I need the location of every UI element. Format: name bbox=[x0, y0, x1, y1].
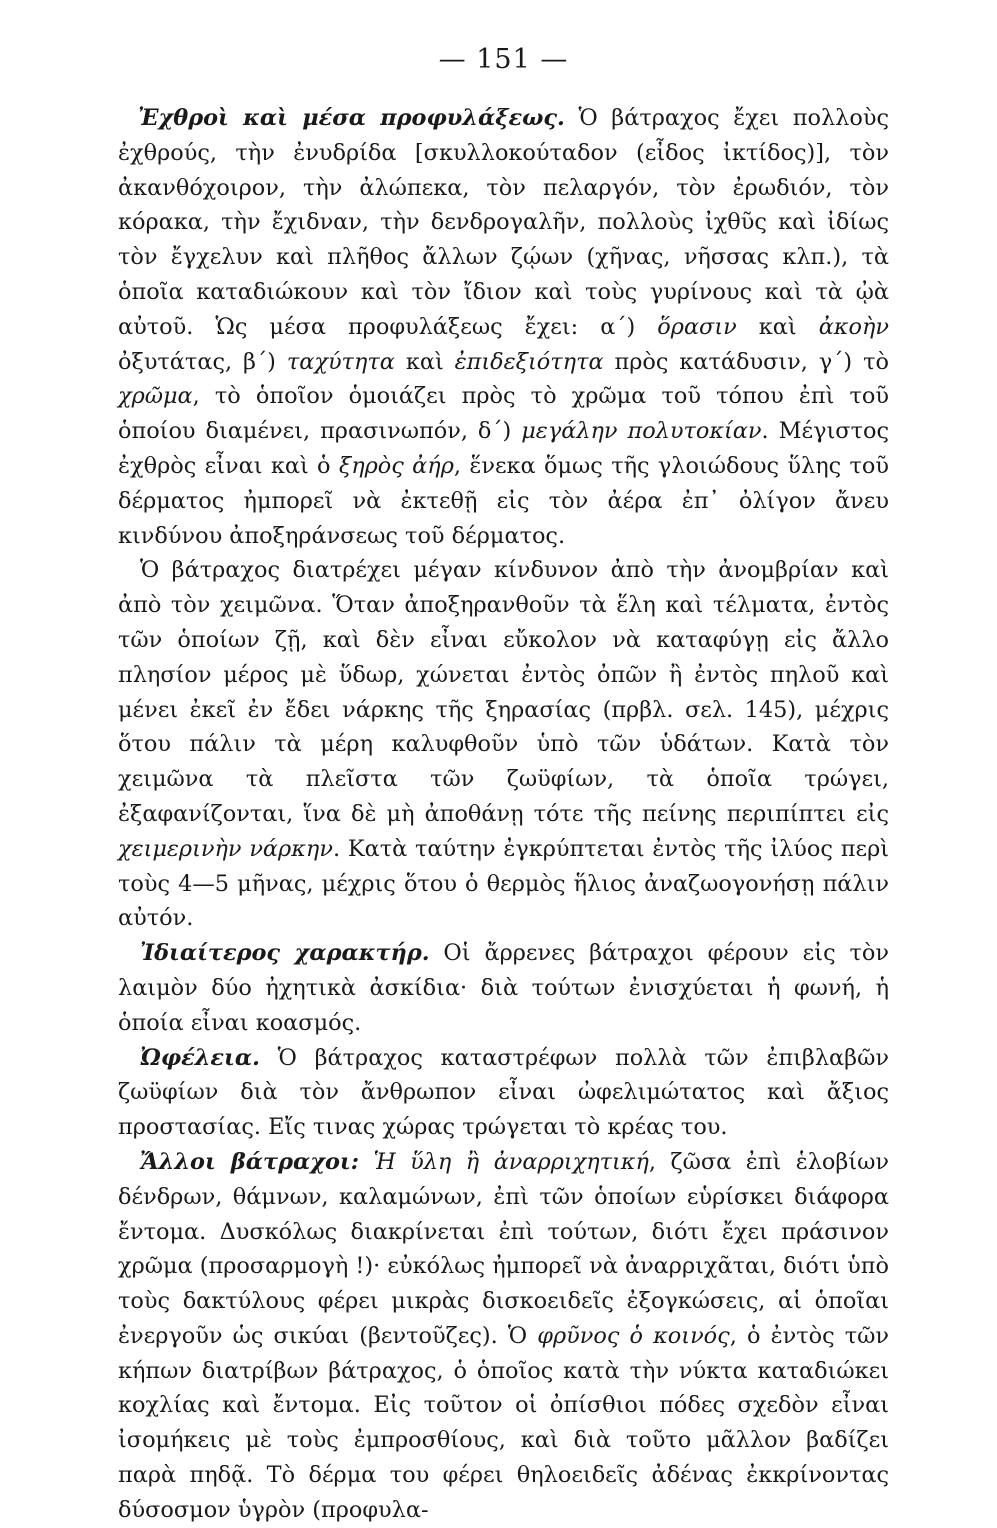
paragraph bbox=[118, 1041, 889, 1145]
body-text: καὶ bbox=[394, 348, 455, 375]
emphasized-text: ταχύτητα bbox=[286, 348, 395, 375]
body-text: . Κατὰ ταύτην ἐγκρύπτεται ἐντὸς τῆς ἰλύος περὶ τοὺς 4—5 μῆνας, μέχρις ὅτου ὁ θερμὸς ἥλιος ἀναζωογονήσῃ πάλιν αὐτόν. bbox=[118, 835, 890, 932]
body-text: . Μέγιστος ἐχθρὸς εἶναι καὶ ὁ bbox=[118, 418, 889, 479]
body-text bbox=[359, 1149, 373, 1175]
emphasized-text: φρῦνος ὁ κοινός bbox=[537, 1322, 730, 1349]
emphasized-text: χρῶμα bbox=[118, 383, 193, 410]
section-heading: Ἰδιαίτερος χαρακτήρ. bbox=[140, 940, 430, 967]
body-text: Ὁ βάτραχος διατρέχει μέγαν κίνδυνον ἀπὸ τὴν ἀνομβρίαν καὶ ἀπὸ τὸν χειμῶνα. Ὅταν ἀποξηρανθοῦν τὰ ἕλη καὶ τέλματα, ἐντὸς τῶν ὁποίων ζῇ, καὶ δὲν εἶναι εὔκολον νὰ καταφύγῃ εἰς ἄλλο πλησίον μέρος μὲ ὕδωρ, χώνεται ἐντὸς ὀπῶν ἢ ἐντὸς πηλοῦ καὶ μένει ἐκεῖ ἐν ἔδει νάρκης τῆς ξηρασίας (πρβλ. σελ. 145), μέχρις ὅτου πάλιν τὰ μέρη καλυφθοῦν ὑπὸ τῶν ὑδάτων. Κατὰ τὸν χειμῶνα τὰ πλεῖστα τῶν ζωϋφίων, τὰ ὁποῖα τρώγει, ἐξαφανίζονται, ἵνα δὲ μὴ ἀποθάνῃ τότε τῆς πείνης περιπίπτει εἰς bbox=[118, 557, 889, 827]
body-text: Ὁ βάτραχος καταστρέφων πολλὰ τῶν ἐπιβλαβῶν ζωϋφίων διὰ τὸν ἄνθρωπον εἶναι ὠφελιμώτατος καὶ ἄξιος προστασίας. Εἴς τινας χώρας τρώγεται τὸ κρέας του. bbox=[118, 1044, 889, 1141]
body-text: Ὁ βάτραχος ἔχει πολλοὺς ἐχθρούς, τὴν ἐνυδρίδα [σκυλλοκούταδον (εἶδος ἰκτίδος)], τὸν ἀκανθόχοιρον, τὴν ἀλώπεκα, τὸν πελαργόν, τὸν ἐρωδιόν, τὸν κόρακα, τὴν ἔχιδναν, τὴν δενδρογαλῆν, πολλοὺς ἰχθῦς καὶ ἰδίως τὸν ἔγχελυν καὶ πλῆθος ἄλλων ζῴων (χῆνας, νῆσσας κλπ.), τὰ ὁποῖα καταδιώκουν καὶ τὸν ἴδιον καὶ τοὺς γυρίνους καὶ τὰ ᾠὰ αὐτοῦ. Ὡς μέσα προφυλάξεως ἔχει: α΄) bbox=[118, 105, 889, 340]
emphasized-text: ξηρὸς ἀήρ bbox=[338, 452, 454, 479]
text-body bbox=[118, 101, 889, 1528]
emphasized-text: Ἡ ὕλη ἢ ἀναρριχητική bbox=[373, 1148, 649, 1175]
paragraph bbox=[118, 101, 889, 553]
body-text: , ζῶσα ἐπὶ ἑλοβίων δένδρων, θάμνων, καλαμώνων, ἐπὶ τῶν ὁποίων εὑρίσκει διάφορα ἔντομα. Δυσκόλως διακρίνεται ἐπὶ τούτων, διότι ἔχει πράσινον χρῶμα (προσαρμογὴ !)· εὐκόλως ἠμπορεῖ νὰ ἀναρριχᾶται, διότι ὑπὸ τοὺς δακτύλους φέρει μικρὰς δισκοειδεῖς ἐξογκώσεις, αἱ ὁποῖαι ἐνεργοῦν ὡς σικύαι (βεντοῦζες). Ὁ bbox=[118, 1148, 890, 1349]
emphasized-text: ἐπιδεξιότητα bbox=[454, 348, 604, 375]
emphasized-text: ὅρασιν bbox=[657, 313, 737, 340]
body-text: ὀξυτάτας, β΄) bbox=[118, 348, 287, 375]
body-text: καὶ bbox=[736, 313, 819, 340]
emphasized-text: χειμερινὴν νάρκην bbox=[118, 835, 333, 862]
section-heading: Ὠφέλεια. bbox=[140, 1044, 260, 1071]
body-text: , ὁ ἐντὸς τῶν κήπων διατρίβων βάτραχος, ὁ ὁποῖος κατὰ τὴν νύκτα καταδιώκει κοχλίας καὶ ἔντομα. Εἰς τοῦτον οἱ ὀπίσθιοι πόδες σχεδὸν εἶναι ἰσομήκεις μὲ τοὺς ἐμπροσθίους, καὶ διὰ τοῦτο μᾶλλον βαδίζει παρὰ πηδᾷ. Τὸ δέρμα του φέρει θηλοειδεῖς ἀδένας ἐκκρίνοντας δύσοσμον ὑγρὸν (προφυλα- bbox=[118, 1322, 890, 1523]
body-text: Οἱ ἄρρενες βάτραχοι φέρουν εἰς τὸν λαιμὸν δύο ἠχητικὰ ἀσκίδια· διὰ τούτων ἐνισχύεται ἡ φωνή, ἡ ὁποία εἶναι κοασμός. bbox=[118, 940, 889, 1036]
body-text: , ἕνεκα ὅμως τῆς γλοιώδους ὕλης τοῦ δέρματος ἠμπορεῖ νὰ ἐκτεθῇ εἰς τὸν ἀέρα ἐπ᾽ ὀλίγον ἄνευ κινδύνου ἀποξηράνσεως τοῦ δέρματος. bbox=[118, 452, 890, 549]
section-heading: Ἄλλοι βάτραχοι: bbox=[140, 1148, 359, 1175]
emphasized-text: μεγάλην πολυτοκίαν bbox=[521, 418, 762, 445]
page-number: — 151 — bbox=[438, 44, 569, 75]
body-text: , τὸ ὁποῖον ὁμοιάζει πρὸς τὸ χρῶμα τοῦ τόπου ἐπὶ τοῦ ὁποίου διαμένει, πρασινωπόν, δ΄) bbox=[118, 383, 889, 445]
paragraph bbox=[118, 553, 889, 936]
paragraph bbox=[118, 1145, 889, 1528]
body-text: πρὸς κατάδυσιν, γ΄) τὸ bbox=[603, 348, 889, 375]
emphasized-text: ἀκοὴν bbox=[818, 313, 889, 340]
section-heading: Ἐχθροὶ καὶ μέσα προφυλάξεως. bbox=[138, 105, 565, 131]
paragraph bbox=[118, 936, 889, 1040]
